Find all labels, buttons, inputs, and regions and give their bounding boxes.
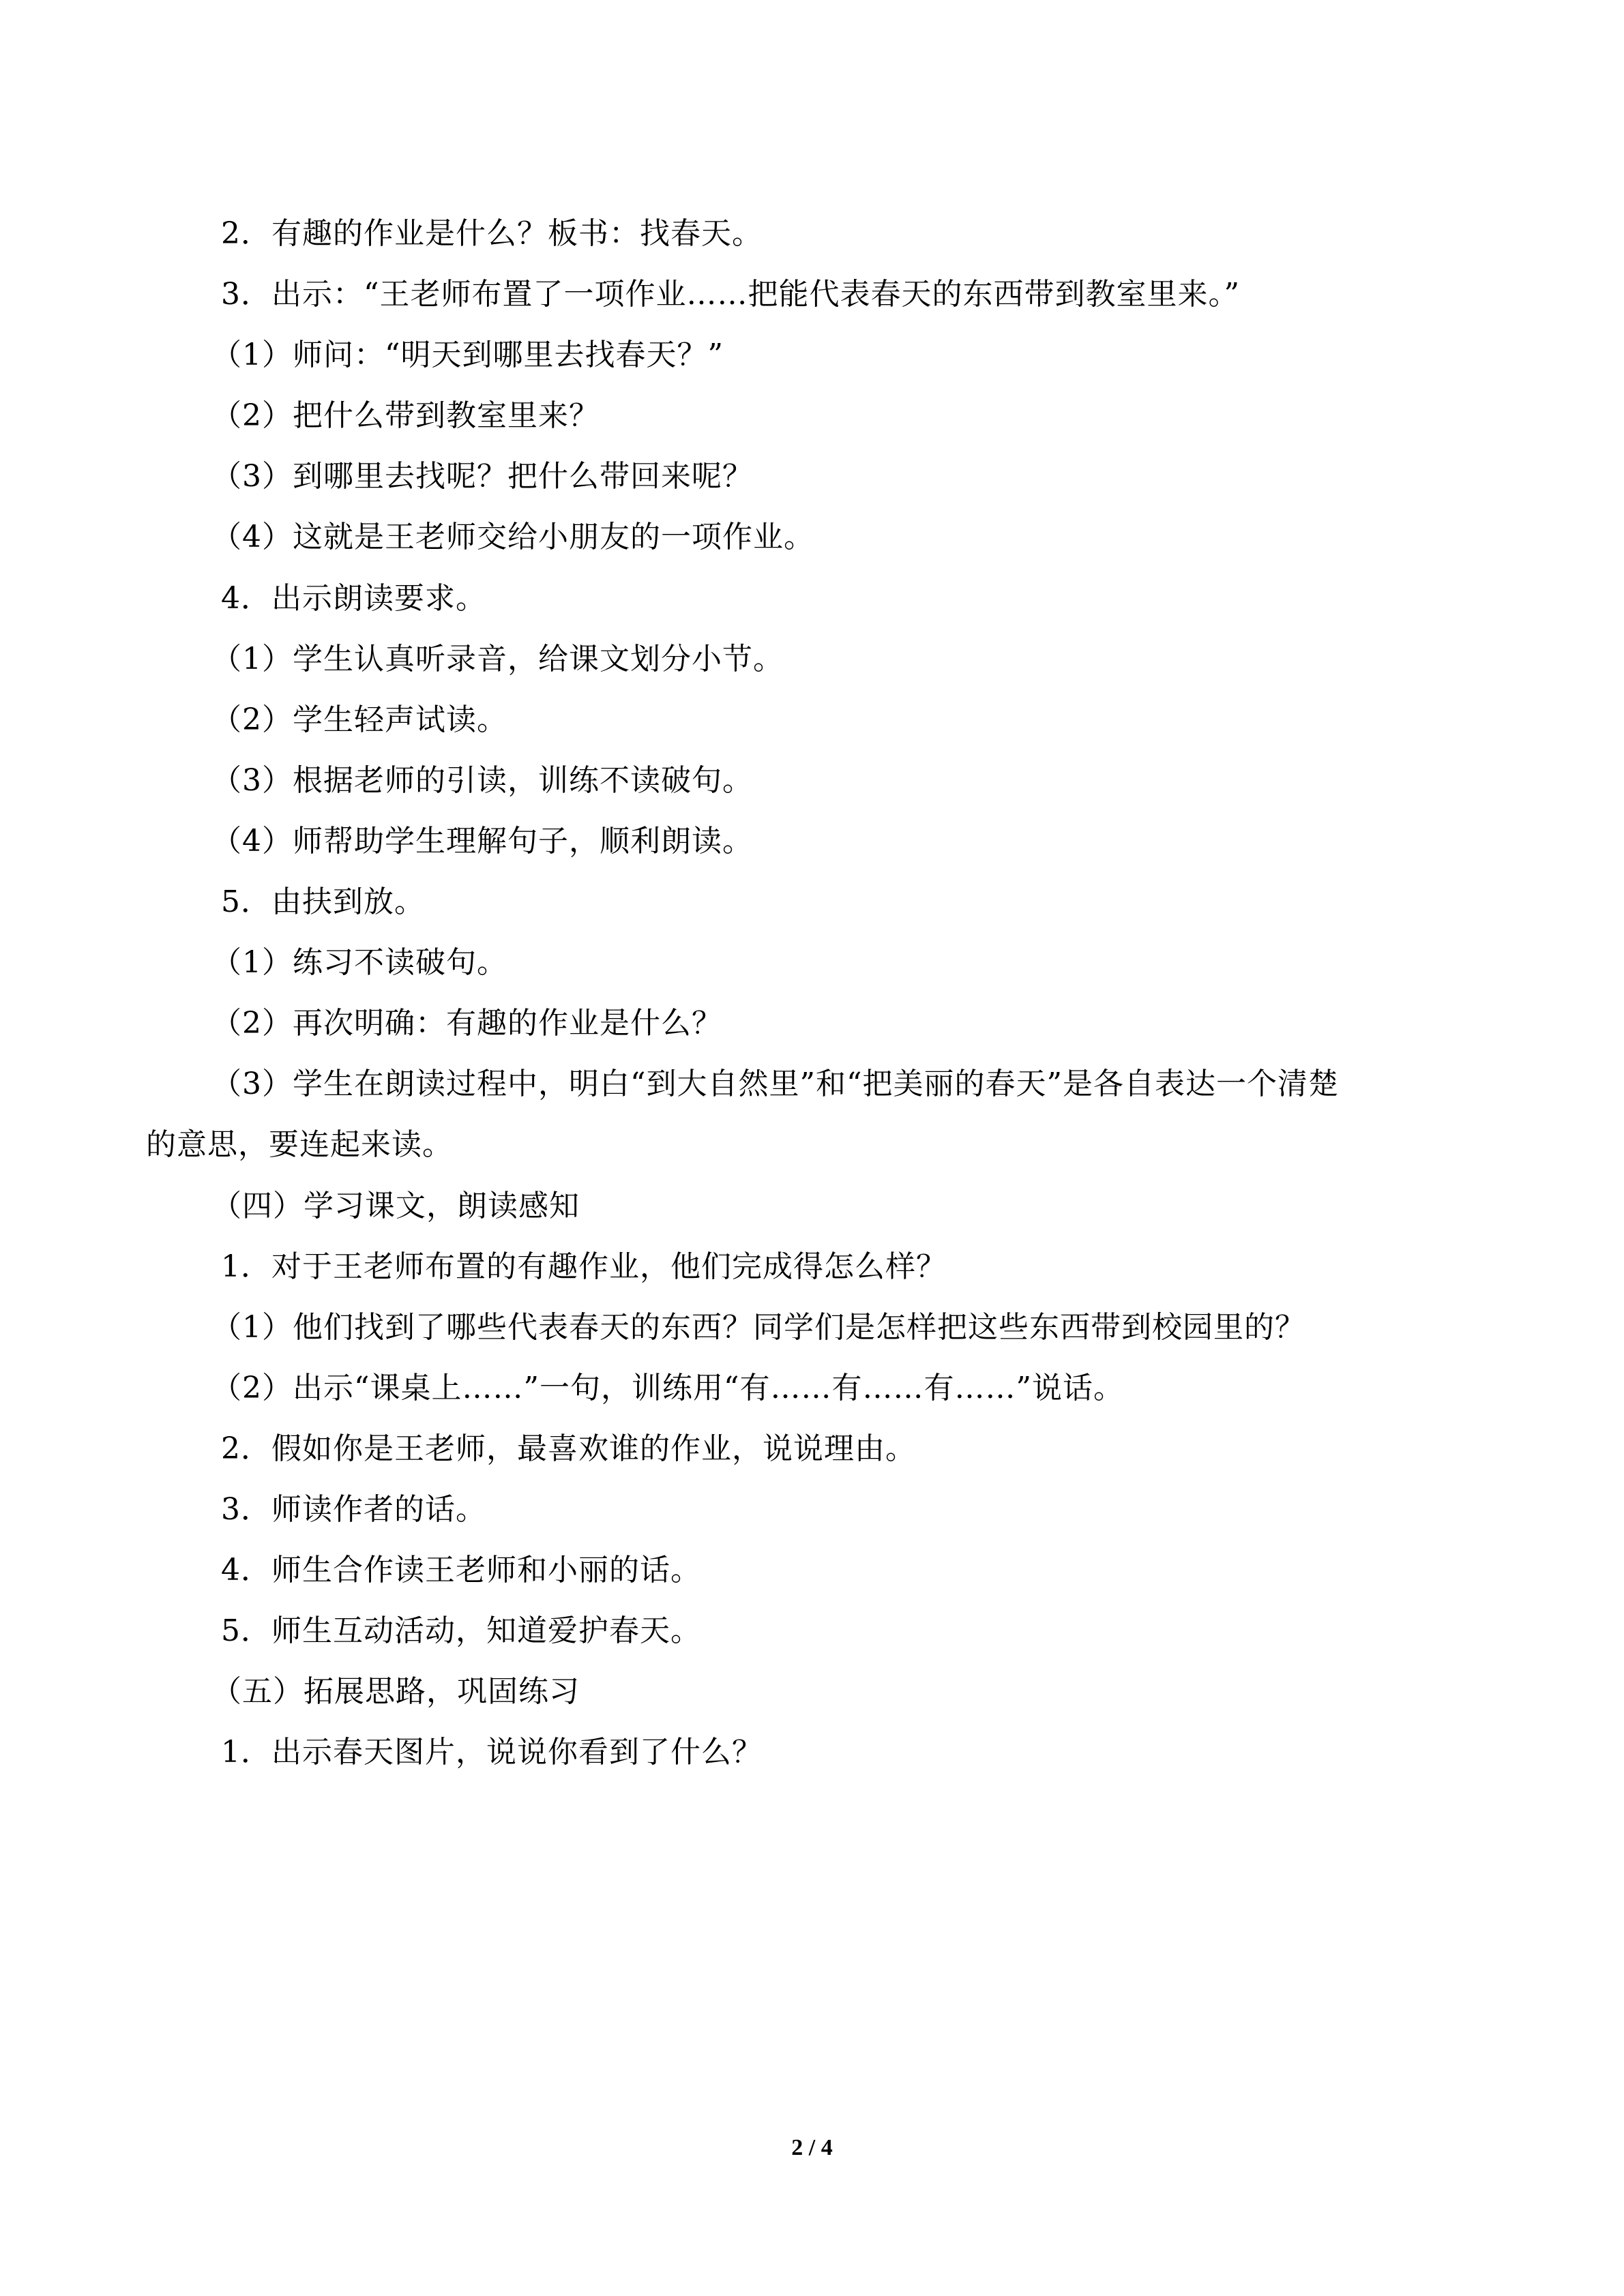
text-line: 5．师生互动活动，知道爱护春天。 [221, 1613, 701, 1649]
text-line: （3）到哪里去找呢？把什么带回来呢？ [211, 459, 753, 494]
text-line: 3．出示：“王老师布置了一项作业……把能代表春天的东西带到教室里来。” [221, 277, 1240, 312]
text-line: （3）学生在朗读过程中，明白“到大自然里”和“把美丽的春天”是各自表达一个清楚 [211, 1067, 1339, 1102]
page-number: 2 / 4 [791, 2135, 833, 2160]
text-line: （2）再次明确：有趣的作业是什么？ [211, 1006, 722, 1041]
text-line: （2）把什么带到教室里来？ [211, 398, 600, 434]
text-line: 1．出示春天图片，说说你看到了什么？ [221, 1735, 763, 1770]
text-line: 4．出示朗读要求。 [221, 580, 486, 616]
section-heading: （五）拓展思路，巩固练习 [211, 1674, 580, 1710]
text-line: （2）学生轻声试读。 [211, 702, 507, 737]
text-line: （3）根据老师的引读，训练不读破句。 [211, 762, 753, 798]
text-line: （4）这就是王老师交给小朋友的一项作业。 [211, 520, 814, 555]
text-line: 2．有趣的作业是什么？板书：找春天。 [221, 216, 763, 251]
text-line: 5．由扶到放。 [221, 884, 425, 920]
document-body [146, 203, 1483, 1783]
text-line: （2）出示“课桌上……”一句，训练用“有……有……有……”说话。 [211, 1370, 1124, 1405]
text-line: （1）练习不读破句。 [211, 945, 507, 981]
text-line: 的意思，要连起来读。 [146, 1127, 453, 1163]
text-line: 1．对于王老师布置的有趣作业，他们完成得怎么样？ [221, 1249, 947, 1284]
text-line: （1）师问：“明天到哪里去找春天？” [211, 338, 724, 373]
text-line: 2．假如你是王老师，最喜欢谁的作业，说说理由。 [221, 1431, 916, 1466]
text-line: （4）师帮助学生理解句子，顺利朗读。 [211, 823, 753, 859]
text-line: （1）他们找到了哪些代表春天的东西？同学们是怎样把这些东西带到校园里的？ [211, 1309, 1305, 1345]
text-line: 3．师读作者的话。 [221, 1491, 486, 1527]
text-line: （1）学生认真听录音，给课文划分小节。 [211, 641, 784, 676]
section-heading: （四）学习课文，朗读感知 [211, 1188, 580, 1223]
text-line: 4．师生合作读王老师和小丽的话。 [221, 1553, 701, 1588]
